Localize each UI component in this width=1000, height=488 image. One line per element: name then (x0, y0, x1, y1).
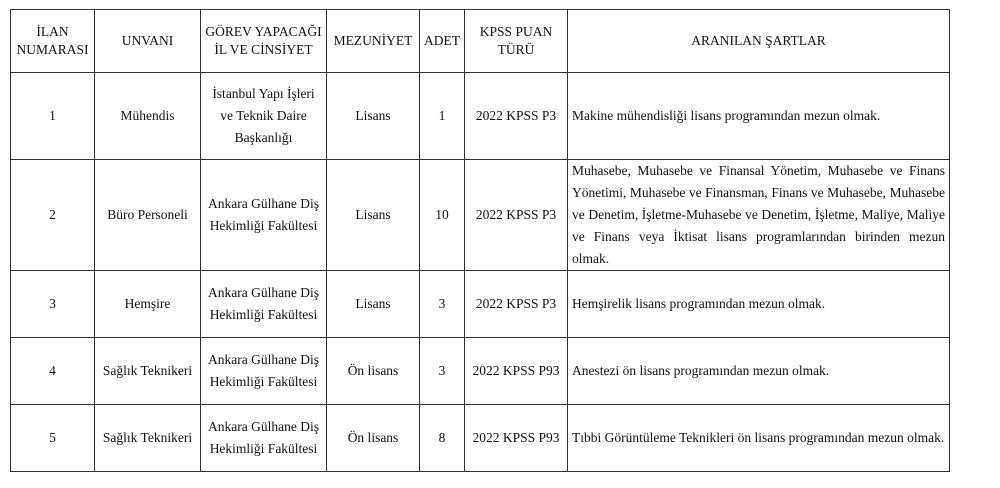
header-unvani: UNVANI (95, 10, 201, 73)
header-kpss: KPSS PUAN TÜRÜ (465, 10, 568, 73)
cell-adet: 1 (420, 73, 465, 160)
cell-adet: 8 (420, 405, 465, 472)
cell-unvani: Mühendis (95, 73, 201, 160)
cell-gorev: Ankara Gülhane Diş Hekimliği Fakültesi (201, 271, 327, 338)
cell-mezuniyet: Ön lisans (327, 338, 420, 405)
cell-sartlar: Tıbbi Görüntüleme Teknikleri ön lisans programından mezun olmak. (568, 405, 950, 472)
cell-ilan-no: 4 (11, 338, 95, 405)
table-row (11, 405, 950, 472)
cell-sartlar: Hemşirelik lisans programından mezun olmak. (568, 271, 950, 338)
cell-unvani: Büro Personeli (95, 160, 201, 271)
header-gorev: GÖREV YAPACAĞI İL VE CİNSİYET (201, 10, 327, 73)
cell-ilan-no: 3 (11, 271, 95, 338)
cell-gorev: Ankara Gülhane Diş Hekimliği Fakültesi (201, 338, 327, 405)
cell-unvani: Sağlık Teknikeri (95, 338, 201, 405)
cell-ilan-no: 5 (11, 405, 95, 472)
cell-ilan-no: 1 (11, 73, 95, 160)
cell-mezuniyet: Lisans (327, 160, 420, 271)
cell-kpss: 2022 KPSS P93 (465, 405, 568, 472)
header-row (11, 10, 950, 73)
cell-kpss: 2022 KPSS P3 (465, 73, 568, 160)
cell-sartlar: Muhasebe, Muhasebe ve Finansal Yönetim, Muhasebe ve Finans Yönetimi, Muhasebe ve Finansman, Finans ve Muhasebe, Muhasebe ve Denetim, İşletme-Muhasebe ve Denetim, İşletme, Maliye, Maliye ve Finans veya İktisat lisans programlarından birinden mezun olmak. (568, 160, 950, 271)
table-row (11, 271, 950, 338)
job-listing-table (10, 9, 950, 472)
table-row (11, 338, 950, 405)
header-adet: ADET (420, 10, 465, 73)
cell-kpss: 2022 KPSS P3 (465, 160, 568, 271)
cell-sartlar: Makine mühendisliği lisans programından mezun olmak. (568, 73, 950, 160)
cell-sartlar: Anestezi ön lisans programından mezun olmak. (568, 338, 950, 405)
cell-mezuniyet: Lisans (327, 73, 420, 160)
cell-adet: 3 (420, 338, 465, 405)
cell-gorev: Ankara Gülhane Diş Hekimliği Fakültesi (201, 160, 327, 271)
cell-gorev: İstanbul Yapı İşleri ve Teknik Daire Başkanlığı (201, 73, 327, 160)
table-row (11, 160, 950, 271)
cell-adet: 3 (420, 271, 465, 338)
header-mezuniyet: MEZUNİYET (327, 10, 420, 73)
cell-adet: 10 (420, 160, 465, 271)
cell-mezuniyet: Ön lisans (327, 405, 420, 472)
table-row (11, 73, 950, 160)
cell-gorev: Ankara Gülhane Diş Hekimliği Fakültesi (201, 405, 327, 472)
cell-mezuniyet: Lisans (327, 271, 420, 338)
table-header (11, 10, 950, 73)
table-body (11, 73, 950, 472)
cell-unvani: Sağlık Teknikeri (95, 405, 201, 472)
cell-kpss: 2022 KPSS P3 (465, 271, 568, 338)
header-sartlar: ARANILAN ŞARTLAR (568, 10, 950, 73)
cell-ilan-no: 2 (11, 160, 95, 271)
header-ilan-no: İLAN NUMARASI (11, 10, 95, 73)
cell-kpss: 2022 KPSS P93 (465, 338, 568, 405)
cell-unvani: Hemşire (95, 271, 201, 338)
